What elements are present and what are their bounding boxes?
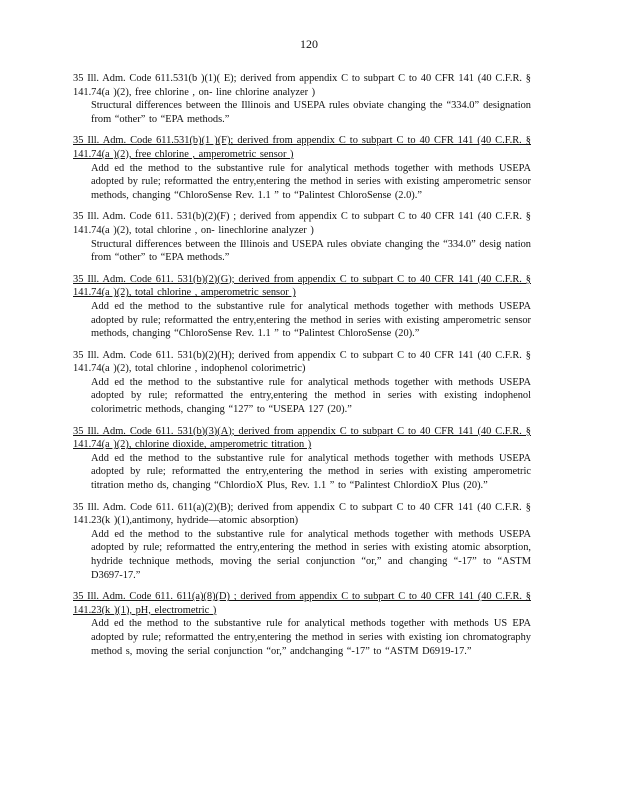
entry-5 [73, 349, 531, 417]
entry-6 [73, 425, 531, 493]
entry-7 [73, 501, 531, 583]
entry-note: Add ed the method to the substantive rule for analytical methods together with methods USEPA adopted by rule; reformatted the entry,entering the method in series with existing amperometric titration metho ds, changing “ChlordioX Plus, Rev. 1.1 ” to “Palintest ChlordioX Plus (20).” [91, 452, 531, 492]
entry-note: Add ed the method to the substantive rule for analytical methods together with methods USEPA adopted by rule; reformatted the entry,entering the method in series with existing amperometric sensor methods, changing “ChloroSense Rev. 1.1 ” to “Palintest ChloroSense (20).” [91, 300, 531, 340]
entry-3 [73, 210, 531, 264]
entry-note: Add ed the method to the substantive rule for analytical methods together with methods USEPA adopted by rule; reformatted the entry,entering the method in series with existing atomic absorption, hydride technique methods, moving the serial conjunction “or,” and changing “-17” to “ASTM D3697-17.” [91, 528, 531, 581]
entry-8 [73, 590, 531, 658]
entry-heading: 35 Ill. Adm. Code 611. 531(b)(2)(G); derived from appendix C to subpart C to 40 CFR 141 (40 C.F.R. § 141.74(a )(2), total chlorine , amperometric sensor ) [73, 273, 531, 299]
entry-heading: 35 Ill. Adm. Code 611. 531(b)(3)(A); derived from appendix C to subpart C to 40 CFR 141 (40 C.F.R. § 141.74(a )(2), chlorine dioxide, amperometric titration ) [73, 425, 531, 451]
entry-1 [73, 72, 531, 126]
entry-heading: 35 Ill. Adm. Code 611. 531(b)(2)(H); derived from appendix C to subpart C to 40 CFR 141 (40 C.F.R. § 141.74(a )(2), total chlorine , indophenol colorimetric) [73, 349, 531, 375]
entry-heading: 35 Ill. Adm. Code 611. 611(a)(8)(D) ; derived from appendix C to subpart C to 40 CFR 141 (40 C.F.R. § 141.23(k )(1), pH, electrometric ) [73, 591, 531, 616]
entry-heading: 35 Ill. Adm. Code 611. 611(a)(2)(B); derived from appendix C to subpart C to 40 CFR 141 (40 C.F.R. § 141.23(k )(1),antimony, hydride—atomic absorption) [73, 501, 531, 527]
entry-note: Structural differences between the Illinois and USEPA rules obviate changing the “334.0” desig nation from “other” to “EPA methods.” [91, 238, 531, 264]
entry-note: Structural differences between the Illinois and USEPA rules obviate changing the “334.0” designation from “other” to “EPA methods.” [91, 100, 531, 125]
entry-list [73, 72, 531, 666]
page-number: 120 [300, 37, 318, 51]
entry-note: Add ed the method to the substantive rule for analytical methods together with methods US EPA adopted by rule; reformatted the entry,entering the method in series with existing ion chromatography method s, moving the serial conjunction “or,” andchanging “-17” to “ASTM D6919-17.” [91, 618, 531, 657]
entry-4 [73, 273, 531, 341]
entry-heading: 35 Ill. Adm. Code 611.531(b )(1)( E); derived from appendix C to subpart C to 40 CFR 141 (40 C.F.R. § 141.74(a )(2), free chlorine , on- line chlorine analyzer ) [73, 73, 531, 98]
entry-heading: 35 Ill. Adm. Code 611. 531(b)(2)(F) ; derived from appendix C to subpart C to 40 CFR 141 (40 C.F.R. § 141.74(a )(2), total chlorine , on- linechlorine analyzer ) [73, 211, 531, 236]
entry-note: Add ed the method to the substantive rule for analytical methods together with methods USEPA adopted by rule; reformatted the entry,entering the method in series with existing indophenol colorimetric methods, changing “127” to “USEPA 127 (20).” [91, 376, 531, 416]
entry-heading: 35 Ill. Adm. Code 611.531(b)(1 )(F); derived from appendix C to subpart C to 40 CFR 141 (40 C.F.R. § 141.74(a )(2), free chlorine , amperometric sensor ) [73, 135, 531, 160]
entry-note: Add ed the method to the substantive rule for analytical methods together with methods USEPA adopted by rule; reformatted the entry,entering the method in series with existing amperometric sensor methods, changing “ChloroSense Rev. 1.1 ” to “Palintest ChloroSense (2.0).” [91, 162, 531, 201]
entry-2 [73, 134, 531, 202]
